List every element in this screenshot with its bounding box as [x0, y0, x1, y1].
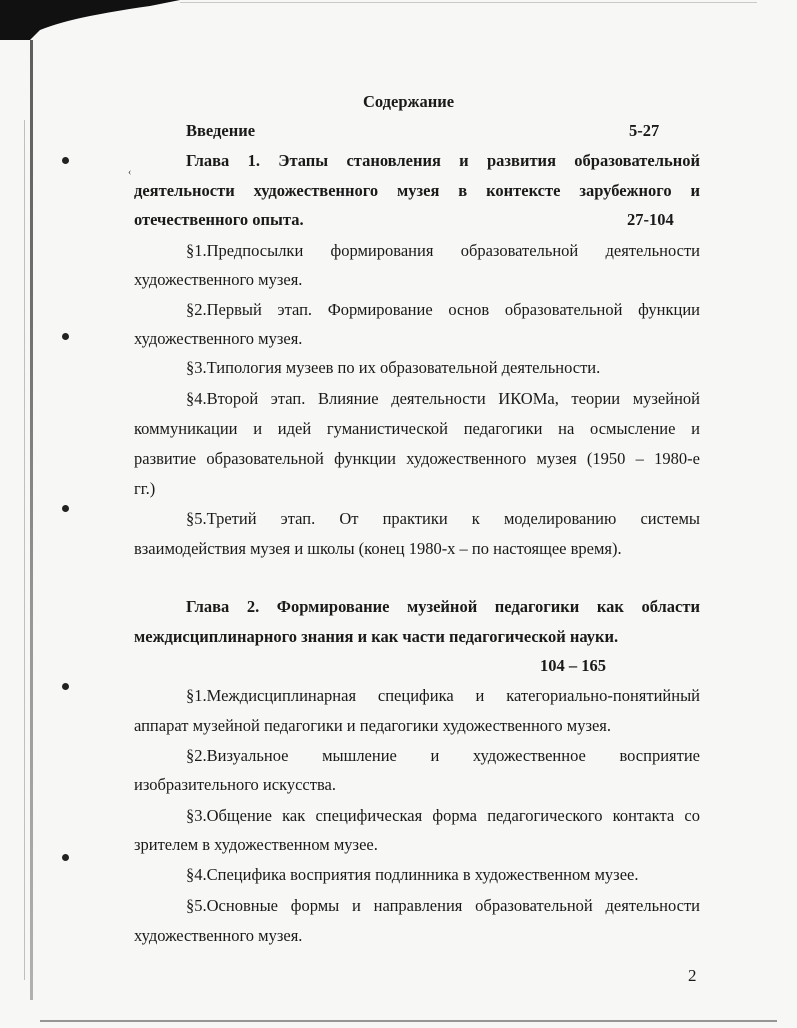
- binder-hole: [62, 505, 69, 512]
- chapter2-section1-line-1: §1.Междисциплинарная специфика и категориально-понятийный: [186, 686, 700, 705]
- scan-bottom-edge: [40, 1020, 777, 1022]
- binder-hole: [62, 683, 69, 690]
- chapter2-section5-line-1: §5.Основные формы и направления образовательной деятельности: [186, 896, 700, 915]
- scan-left-edge: [30, 40, 33, 1000]
- chapter2-section4-line-1: §4.Специфика восприятия подлинника в художественном музее.: [186, 865, 639, 884]
- chapter1-section4-line-3: развитие образовательной функции художественного музея (1950 – 1980-е: [134, 449, 700, 468]
- chapter2-title-line-2: междисциплинарного знания и как части педагогической науки.: [134, 627, 619, 646]
- intro-pages: 5-27: [629, 121, 660, 140]
- chapter1-title-line-2: деятельности художественного музея в контексте зарубежного и: [134, 181, 700, 200]
- chapter1-section2-line-2: художественного музея.: [134, 329, 303, 348]
- chapter1-section4-line-1: §4.Второй этап. Влияние деятельности ИКОМа, теории музейной: [186, 389, 700, 408]
- chapter1-section4-line-4: гг.): [134, 479, 156, 498]
- binder-hole: [62, 854, 69, 861]
- chapter2-section3-line-2: зрителем в художественном музее.: [134, 835, 378, 854]
- chapter1-title-line-1: Глава 1. Этапы становления и развития образовательной: [186, 151, 700, 170]
- chapter1-section4-line-2: коммуникации и идей гуманистической педагогики на осмысление и: [134, 419, 700, 438]
- chapter2-title-line-1: Глава 2. Формирование музейной педагогики как области: [186, 597, 700, 616]
- page-title: Содержание: [362, 92, 455, 111]
- scan-speck: ‹: [128, 167, 132, 178]
- chapter1-section1-line-2: художественного музея.: [134, 270, 303, 289]
- binder-hole: [62, 333, 69, 340]
- chapter2-pages: 104 – 165: [540, 656, 606, 675]
- chapter1-section5-line-1: §5.Третий этап. От практики к моделированию системы: [186, 509, 700, 528]
- chapter2-section2-line-1: §2.Визуальное мышление и художественное восприятие: [186, 746, 700, 765]
- scan-top-edge: [180, 2, 757, 3]
- chapter1-section3-line-1: §3.Типология музеев по их образовательной деятельности.: [186, 358, 601, 377]
- chapter2-section2-line-2: изобразительного искусства.: [134, 775, 336, 794]
- page-number: 2: [688, 966, 697, 985]
- scan-left-edge-faint: [24, 120, 25, 980]
- chapter1-title-line-3: отечественного опыта.: [134, 210, 304, 229]
- binder-hole: [62, 157, 69, 164]
- chapter2-section3-line-1: §3.Общение как специфическая форма педагогического контакта со: [186, 806, 700, 825]
- intro-label: Введение: [186, 121, 256, 140]
- chapter1-section5-line-2: взаимодействия музея и школы (конец 1980-х – по настоящее время).: [134, 539, 622, 558]
- chapter2-section1-line-2: аппарат музейной педагогики и педагогики художественного музея.: [134, 716, 612, 735]
- scan-corner-mark: [0, 0, 180, 40]
- chapter1-pages: 27-104: [627, 210, 674, 229]
- chapter2-section5-line-2: художественного музея.: [134, 926, 303, 945]
- chapter1-section2-line-1: §2.Первый этап. Формирование основ образовательной функции: [186, 300, 700, 319]
- chapter1-section1-line-1: §1.Предпосылки формирования образовательной деятельности: [186, 241, 700, 260]
